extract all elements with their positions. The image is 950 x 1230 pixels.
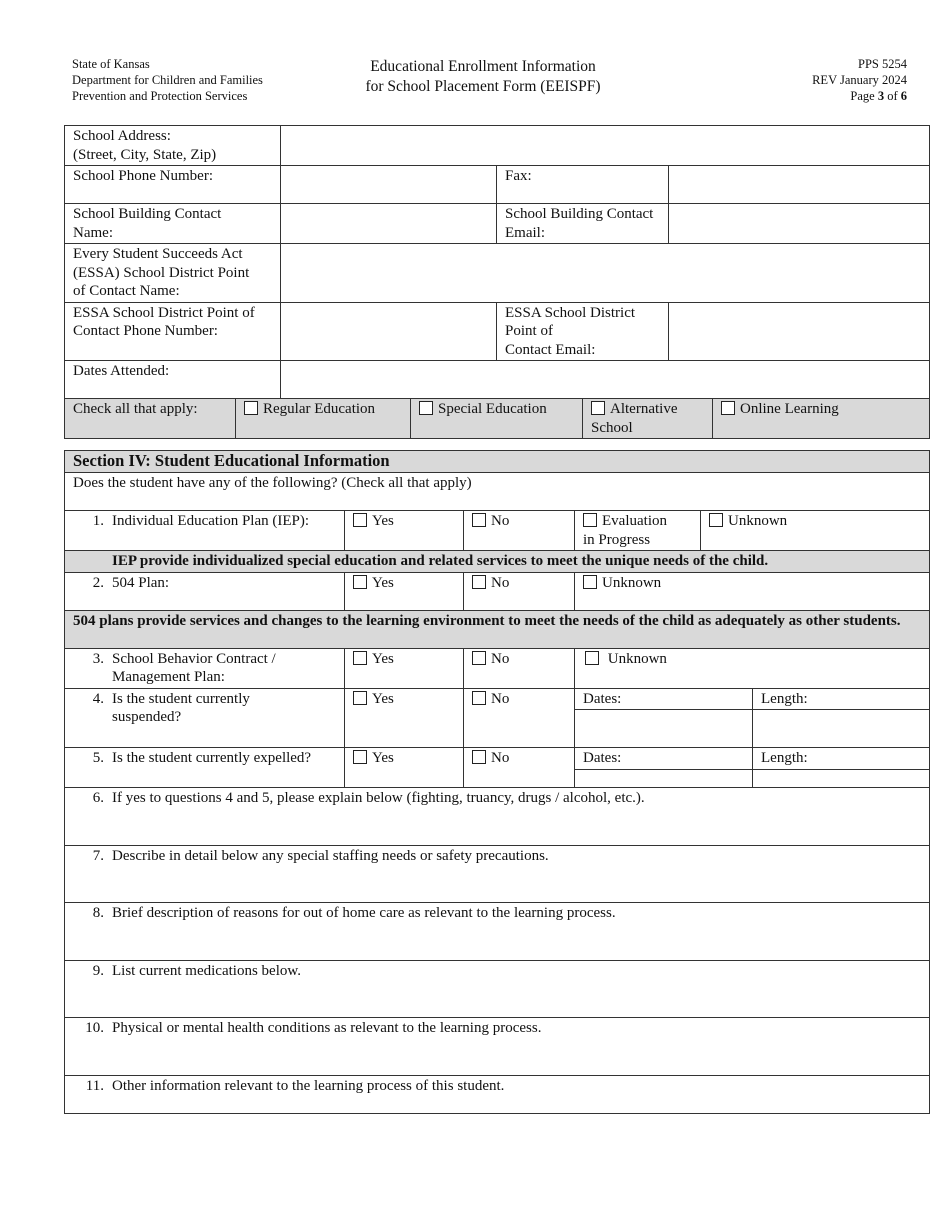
expelled-dates-label: Dates: [575, 748, 753, 770]
iep-evaluation-in-progress[interactable]: Evaluation in Progress [575, 511, 701, 551]
expelled-dates-field[interactable] [575, 769, 753, 787]
suspended-no[interactable]: No [464, 688, 575, 748]
contact-email-field[interactable] [669, 204, 930, 244]
suspended-yes[interactable]: Yes [345, 688, 464, 748]
essa-contact-name-field[interactable] [281, 244, 930, 303]
checkbox[interactable] [353, 651, 367, 665]
dates-attended-field[interactable] [281, 361, 930, 399]
essa-email-label: ESSA School District Point of Contact Email: [497, 302, 669, 361]
plan504-yes[interactable]: Yes [345, 572, 464, 610]
checkbox[interactable] [353, 575, 367, 589]
behavior-no[interactable]: No [464, 648, 575, 688]
checkbox[interactable] [472, 575, 486, 589]
plan504-unknown[interactable]: Unknown [575, 572, 930, 610]
checkbox[interactable] [353, 750, 367, 764]
question-medications[interactable]: 9. List current medications below. [65, 960, 930, 1017]
checkbox[interactable] [591, 401, 605, 415]
question-expelled: 5. Is the student currently expelled? Yes No Dates: Length: [65, 748, 930, 770]
expelled-length-label: Length: [753, 748, 930, 770]
check-all-label: Check all that apply: [65, 399, 236, 439]
option-regular-education[interactable]: Regular Education [236, 399, 411, 439]
suspended-dates-label: Dates: [575, 688, 753, 710]
option-special-education[interactable]: Special Education [411, 399, 583, 439]
section-iv-table [64, 450, 930, 1114]
checkbox[interactable] [353, 513, 367, 527]
checkbox[interactable] [472, 691, 486, 705]
section-iv-intro: Does the student have any of the following? (Check all that apply) [65, 473, 930, 511]
essa-phone-field[interactable] [281, 302, 497, 361]
form-revision: REV January 2024 [812, 73, 907, 87]
plan504-no[interactable]: No [464, 572, 575, 610]
school-phone-field[interactable] [281, 166, 497, 204]
behavior-yes[interactable]: Yes [345, 648, 464, 688]
question-behavior-contract: 3. School Behavior Contract / Management Plan: Yes No Unknown [65, 648, 930, 688]
question-504-plan: 2. 504 Plan: Yes No Unknown [65, 572, 930, 610]
school-info-table [64, 125, 930, 439]
essa-contact-name-label: Every Student Succeeds Act (ESSA) School District Point of Contact Name: [65, 244, 281, 303]
essa-phone-label: ESSA School District Point of Contact Phone Number: [65, 302, 281, 361]
contact-name-field[interactable] [281, 204, 497, 244]
checkbox[interactable] [585, 651, 599, 665]
iep-no[interactable]: No [464, 511, 575, 551]
agency-division: Prevention and Protection Services [72, 89, 248, 103]
checkbox[interactable] [709, 513, 723, 527]
dates-attended-label: Dates Attended: [65, 361, 281, 399]
checkbox[interactable] [472, 750, 486, 764]
checkbox[interactable] [721, 401, 735, 415]
checkbox[interactable] [583, 513, 597, 527]
contact-email-label: School Building Contact Email: [497, 204, 669, 244]
fax-label: Fax: [497, 166, 669, 204]
iep-yes[interactable]: Yes [345, 511, 464, 551]
checkbox[interactable] [472, 651, 486, 665]
suspended-dates-field[interactable] [575, 710, 753, 748]
suspended-length-label: Length: [753, 688, 930, 710]
form-title: Educational Enrollment Information for School Placement Form (EEISPF) [365, 58, 601, 95]
behavior-unknown[interactable]: Unknown [575, 648, 930, 688]
agency-department: Department for Children and Families [72, 73, 263, 87]
school-address-label: School Address: (Street, City, State, Zip) [65, 126, 281, 166]
question-explain-suspension[interactable]: 6. If yes to questions 4 and 5, please explain below (fighting, truancy, drugs / alcohol, etc.). [65, 787, 930, 845]
question-iep: 1. Individual Education Plan (IEP): Yes No Evaluation in Progress Unknown [65, 511, 930, 551]
option-alternative-school[interactable]: Alternative School [583, 399, 713, 439]
checkbox[interactable] [419, 401, 433, 415]
expelled-yes[interactable]: Yes [345, 748, 464, 788]
school-address-field[interactable] [281, 126, 930, 166]
checkbox[interactable] [583, 575, 597, 589]
page-indicator: Page 3 of 6 [850, 89, 907, 103]
contact-name-label: School Building Contact Name: [65, 204, 281, 244]
form-number: PPS 5254 [858, 57, 907, 71]
section-iv-title: Section IV: Student Educational Information [65, 451, 930, 473]
suspended-length-field[interactable] [753, 710, 930, 748]
question-health-conditions[interactable]: 10. Physical or mental health conditions as relevant to the learning process. [65, 1017, 930, 1075]
option-online-learning[interactable]: Online Learning [713, 399, 930, 439]
checkbox[interactable] [244, 401, 258, 415]
iep-unknown[interactable]: Unknown [701, 511, 930, 551]
essa-email-field[interactable] [669, 302, 930, 361]
iep-note: IEP provide individualized special education and related services to meet the unique needs of the child. [65, 551, 930, 573]
expelled-no[interactable]: No [464, 748, 575, 788]
checkbox[interactable] [472, 513, 486, 527]
checkbox[interactable] [353, 691, 367, 705]
question-other-information[interactable]: 11. Other information relevant to the learning process of this student. [65, 1075, 930, 1113]
question-suspended: 4. Is the student currently suspended? Yes No Dates: Length: [65, 688, 930, 710]
question-staffing-needs[interactable]: 7. Describe in detail below any special staffing needs or safety precautions. [65, 845, 930, 902]
agency-state: State of Kansas [72, 57, 150, 71]
form-meta [812, 56, 907, 104]
fax-field[interactable] [669, 166, 930, 204]
school-phone-label: School Phone Number: [65, 166, 281, 204]
agency-block [72, 56, 263, 104]
plan504-note: 504 plans provide services and changes to the learning environment to meet the needs of the child as adequately as other students. [65, 610, 930, 648]
expelled-length-field[interactable] [753, 769, 930, 787]
question-out-of-home-care[interactable]: 8. Brief description of reasons for out of home care as relevant to the learning process. [65, 902, 930, 960]
